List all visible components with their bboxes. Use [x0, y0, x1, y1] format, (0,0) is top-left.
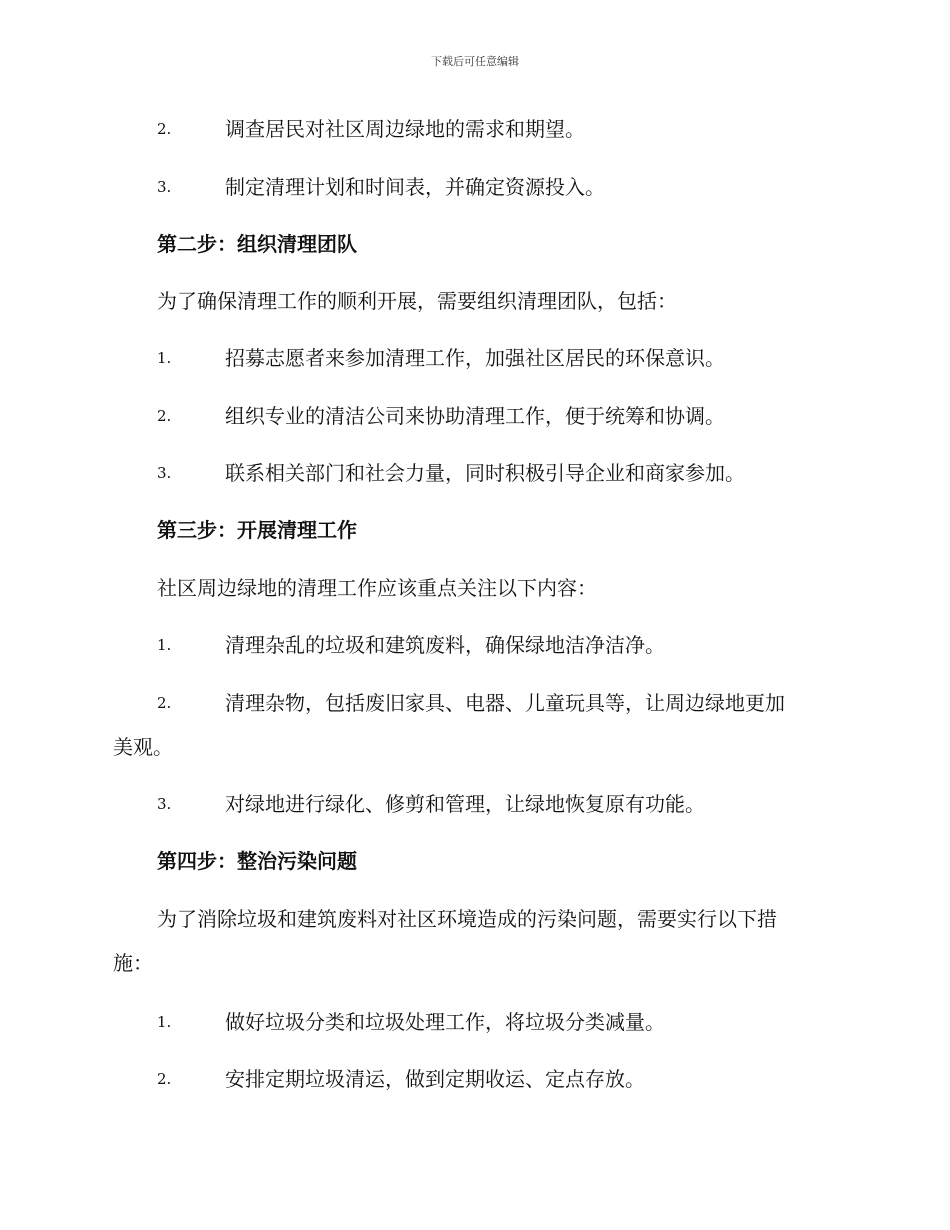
- list-number: 2.: [157, 1070, 172, 1088]
- list-text: 安排定期垃圾清运，做到定期收运、定点存放。: [225, 1067, 645, 1091]
- list-number: 1.: [157, 349, 172, 367]
- list-text: 联系相关部门和社会力量，同时积极引导企业和商家参加。: [225, 461, 745, 485]
- section-heading: 第二步：组织清理团队: [157, 232, 357, 256]
- paragraph-continuation: 施：: [113, 951, 153, 975]
- list-text-continuation: 美观。: [113, 735, 173, 759]
- list-text: 清理杂物，包括废旧家具、电器、儿童玩具等，让周边绿地更加: [225, 691, 785, 715]
- list-number: 2.: [157, 407, 172, 425]
- list-text: 组织专业的清洁公司来协助清理工作，便于统筹和协调。: [225, 404, 725, 428]
- paragraph: 社区周边绿地的清理工作应该重点关注以下内容：: [157, 576, 597, 600]
- list-number: 1.: [157, 1013, 172, 1031]
- section-heading: 第四步：整治污染问题: [157, 849, 357, 873]
- list-number: 3.: [157, 464, 172, 482]
- section-heading: 第三步：开展清理工作: [157, 518, 357, 542]
- paragraph: 为了消除垃圾和建筑废料对社区环境造成的污染问题，需要实行以下措: [157, 907, 777, 931]
- list-text: 调查居民对社区周边绿地的需求和期望。: [225, 117, 585, 141]
- list-number: 2.: [157, 120, 172, 138]
- list-number: 3.: [157, 178, 172, 196]
- list-text: 制定清理计划和时间表，并确定资源投入。: [225, 175, 605, 199]
- list-text: 清理杂乱的垃圾和建筑废料，确保绿地洁净洁净。: [225, 633, 665, 657]
- list-number: 1.: [157, 636, 172, 654]
- paragraph: 为了确保清理工作的顺利开展，需要组织清理团队，包括：: [157, 289, 677, 313]
- list-number: 2.: [157, 694, 172, 712]
- list-number: 3.: [157, 795, 172, 813]
- page-header: 下载后可任意编辑: [431, 55, 519, 68]
- list-text: 对绿地进行绿化、修剪和管理，让绿地恢复原有功能。: [225, 792, 705, 816]
- list-text: 招募志愿者来参加清理工作，加强社区居民的环保意识。: [225, 346, 725, 370]
- list-text: 做好垃圾分类和垃圾处理工作，将垃圾分类减量。: [225, 1010, 665, 1034]
